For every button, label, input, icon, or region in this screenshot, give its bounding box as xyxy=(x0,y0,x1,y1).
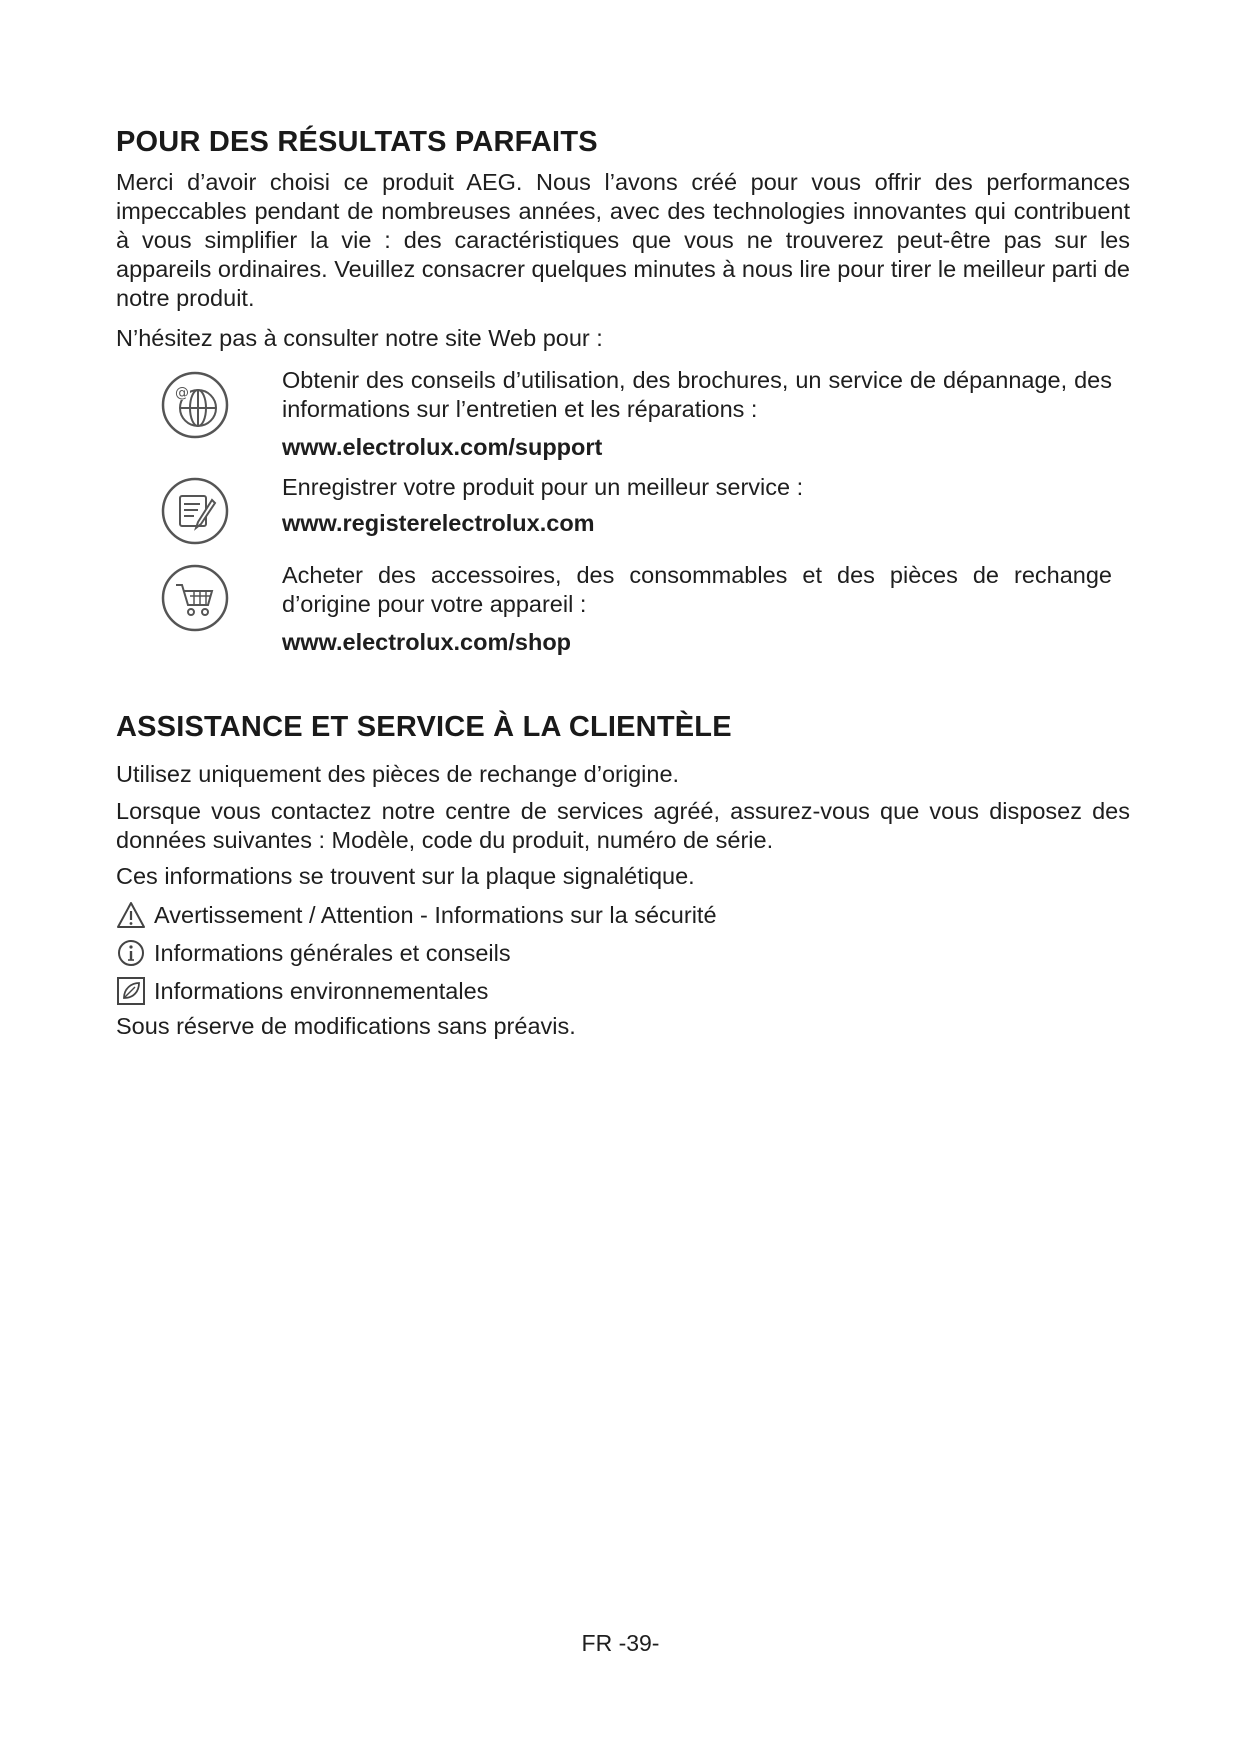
notice-paragraph: Sous réserve de modifications sans préavis. xyxy=(116,1013,576,1039)
intro-paragraph: Merci d’avoir choisi ce produit AEG. Nous l’avons créé pour vous offrir des performances impeccables pendant de nombreuses années, avec des technologies innovantes qui contribuent à vous simplifier la vie : des caractéristiques que vous ne trouverez peut-être pas sur les appareils ordinaires. Veuillez consacrer quelques minutes à nous lire pour tirer le meilleur parti de notre produit. xyxy=(116,169,1130,311)
legend-info xyxy=(116,938,511,968)
environment-icon xyxy=(116,976,146,1006)
globe-icon xyxy=(160,370,230,440)
svg-text:@: @ xyxy=(175,385,189,401)
cart-icon xyxy=(160,563,230,633)
feature-text-register: Enregistrer votre produit pour un meilleur service : xyxy=(282,474,804,500)
section-heading-assistance: ASSISTANCE ET SERVICE À LA CLIENTÈLE xyxy=(116,711,732,743)
section-heading-results: POUR DES RÉSULTATS PARFAITS xyxy=(116,126,598,158)
legend-warning-text: Avertissement / Attention - Informations sur la sécurité xyxy=(154,901,717,928)
legend-environment xyxy=(116,976,488,1006)
feature-text-support: Obtenir des conseils d’utilisation, des brochures, un service de dépannage, des informations sur l’entretien et les réparations : xyxy=(282,367,1112,422)
contact-paragraph: Lorsque vous contactez notre centre de services agréé, assurez-vous que vous disposez des données suivantes : Modèle, code du produit, numéro de série. xyxy=(116,798,1130,853)
warning-icon xyxy=(116,900,146,930)
legend-environment-text: Informations environnementales xyxy=(154,977,489,1004)
plate-paragraph: Ces informations se trouvent sur la plaque signalétique. xyxy=(116,863,695,889)
info-icon xyxy=(116,938,146,968)
legend-warning xyxy=(116,900,717,930)
website-intro: N’hésitez pas à consulter notre site Web pour : xyxy=(116,325,603,351)
feature-text-shop: Acheter des accessoires, des consommables et des pièces de rechange d’origine pour votre appareil : xyxy=(282,562,1112,617)
link-register[interactable]: www.registerelectrolux.com xyxy=(282,510,595,536)
link-support[interactable]: www.electrolux.com/support xyxy=(282,434,603,460)
link-shop[interactable]: www.electrolux.com/shop xyxy=(282,629,572,655)
legend-info-text: Informations générales et conseils xyxy=(154,939,511,966)
original-parts-paragraph: Utilisez uniquement des pièces de rechange d’origine. xyxy=(116,761,680,787)
page-number: FR -39- xyxy=(581,1630,660,1656)
register-icon xyxy=(160,476,230,546)
